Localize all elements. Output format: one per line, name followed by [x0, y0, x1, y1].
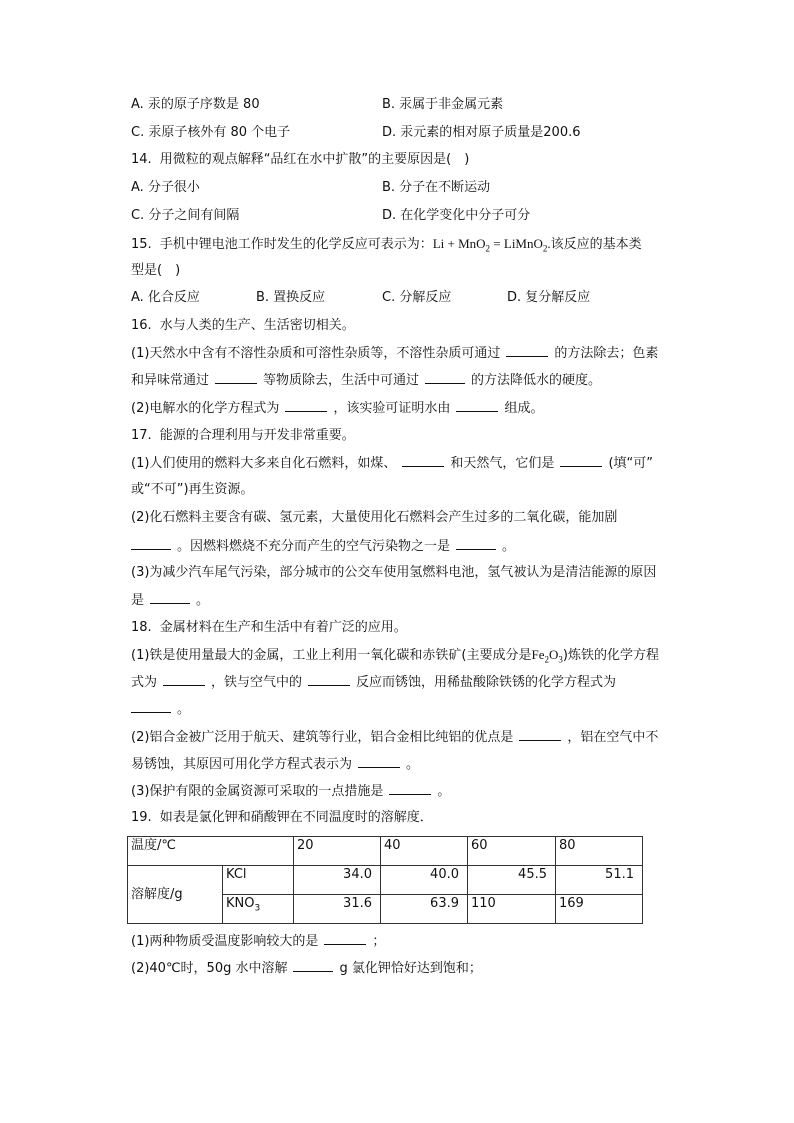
temp-header: 温度/℃ [128, 837, 294, 866]
q14-option-d: D. 在化学变化中分子可分 [382, 208, 531, 223]
answer-blank[interactable] [389, 782, 431, 795]
temp-cell: 60 [468, 837, 556, 866]
kcl-value: 45.5 [468, 866, 556, 895]
answer-blank[interactable] [131, 700, 171, 713]
q19-part1: (1)两种物质受温度影响较大的是 ； [131, 934, 386, 949]
q19-part2: (2)40℃时，50g 水中溶解 g 氯化钾恰好达到饱和； [131, 961, 482, 976]
answer-blank[interactable] [308, 673, 350, 686]
answer-blank[interactable] [560, 454, 602, 467]
q18-part3: (3)保护有限的金属资源可采取的一点措施是 。 [131, 784, 451, 799]
q18-part1-line3: 。 [131, 700, 190, 719]
q14-option-b: B. 分子在不断运动 [382, 180, 491, 195]
q14-option-c: C. 分子之间有间隔 [131, 208, 240, 223]
answer-blank[interactable] [519, 728, 561, 741]
q14-options-row2 [131, 207, 530, 225]
q15-equation: Li + MnO$_2$ = LiMnO$_2$. [432, 236, 551, 254]
q14-option-a: A. 分子很小 [131, 180, 200, 195]
answer-blank[interactable] [150, 591, 190, 604]
q13-option-b: B. 汞属于非金属元素 [382, 97, 504, 112]
answer-blank[interactable] [163, 673, 205, 686]
q15-stem: 15. 手机中锂电池工作时发生的化学反应可表示为：Li + MnO$_2$ = LiMnO$_2$.该反应的基本类 [131, 236, 642, 254]
answer-blank[interactable] [131, 537, 171, 550]
q18-stem: 18. 金属材料在生产和生活中有着广泛的应用。 [131, 620, 407, 635]
q13-option-a: A. 汞的原子序数是 80 [131, 97, 260, 112]
kcl-value: 34.0 [294, 866, 381, 895]
table-row-temperature [128, 837, 643, 866]
answer-blank[interactable] [456, 399, 498, 412]
answer-blank[interactable] [425, 371, 465, 384]
temp-cell: 80 [556, 837, 643, 866]
answer-blank[interactable] [506, 344, 548, 357]
q15-option-c: C. 分解反应 [382, 290, 452, 305]
answer-blank[interactable] [358, 755, 400, 768]
solubility-header: 溶解度/g [128, 866, 223, 924]
q17-part1-line1: (1)人们使用的燃料大多来自化石燃料，如煤、 和天然气，它们是 (填“可” [131, 456, 653, 471]
kcl-value: 40.0 [381, 866, 468, 895]
q17-stem: 17. 能源的合理利用与开发非常重要。 [131, 428, 355, 443]
answer-blank[interactable] [285, 399, 327, 412]
kno3-value: 169 [556, 895, 643, 924]
answer-blank[interactable] [324, 932, 366, 945]
answer-blank[interactable] [402, 454, 444, 467]
fe2o3-formula: $Fe_2O_3$ [531, 647, 563, 665]
q14-stem: 14. 用微粒的观点解释“品红在水中扩散”的主要原因是( ) [131, 152, 470, 167]
q13-option-d: D. 汞元素的相对原子质量是200.6 [382, 125, 581, 140]
q17-part1-line2: 或“不可”)再生资源。 [131, 482, 254, 497]
q13-option-c: C. 汞原子核外有 80 个电子 [131, 125, 291, 140]
q15-option-a: A. 化合反应 [131, 290, 200, 305]
kcl-label: KCl [223, 866, 294, 895]
q13-options-row2 [131, 124, 581, 142]
q18-part2-line2: 易锈蚀，其原因可用化学方程式表示为 。 [131, 757, 420, 772]
kno3-value: 31.6 [294, 895, 381, 924]
answer-blank[interactable] [293, 959, 333, 972]
q18-part1-line1: (1)铁是使用量最大的金属，工业上利用一氧化碳和赤铁矿(主要成分是$Fe_2O_3$)炼铁的化学方程 [131, 647, 659, 665]
temp-cell: 40 [381, 837, 468, 866]
temp-cell: 20 [294, 837, 381, 866]
solubility-table [127, 836, 643, 924]
q16-part1-line1: (1)天然水中含有不溶性杂质和可溶性杂质等，不溶性杂质可通过 的方法除去；色素 [131, 346, 659, 361]
q14-options-row1 [131, 179, 490, 197]
q15-option-d: D. 复分解反应 [507, 290, 591, 305]
q17-part2-line2: 。因燃料燃烧不充分而产生的空气污染物之一是 。 [131, 537, 515, 556]
table-row-kcl [128, 866, 643, 895]
q15-options [131, 289, 590, 307]
q16-part2: (2)电解水的化学方程式为 ，该实验可证明水由 组成。 [131, 401, 544, 416]
q19-stem: 19. 如表是氯化钾和硝酸钾在不同温度时的溶解度． [131, 810, 433, 825]
kno3-value: 110 [468, 895, 556, 924]
q17-part3-line1: (3)为减少汽车尾气污染，部分城市的公交车使用氢燃料电池，氢气被认为是清洁能源的原因 [131, 565, 657, 580]
kno3-value: 63.9 [381, 895, 468, 924]
q17-part3-line2: 是 。 [131, 593, 210, 608]
q15-stem-line2: 型是( ) [131, 263, 181, 278]
kno3-label: $KNO_3$ [223, 895, 294, 924]
q17-part2-line1: (2)化石燃料主要含有碳、氢元素，大量使用化石燃料会产生过多的二氧化碳，能加剧 [131, 510, 618, 525]
q18-part2-line1: (2)铝合金被广泛用于航天、建筑等行业，铝合金相比纯铝的优点是 ，铝在空气中不 [131, 730, 659, 745]
q13-options-row1 [131, 96, 503, 114]
q18-part1-line2: 式为 ，铁与空气中的 反应而锈蚀，用稀盐酸除铁锈的化学方程式为 [131, 675, 617, 690]
q16-part1-line2: 和异味常通过 等物质除去，生活中可通过 的方法降低水的硬度。 [131, 373, 602, 388]
answer-blank[interactable] [456, 537, 496, 550]
q15-option-b: B. 置换反应 [256, 290, 326, 305]
answer-blank[interactable] [215, 371, 257, 384]
q16-stem: 16. 水与人类的生产、生活密切相关。 [131, 318, 355, 333]
kcl-value: 51.1 [556, 866, 643, 895]
